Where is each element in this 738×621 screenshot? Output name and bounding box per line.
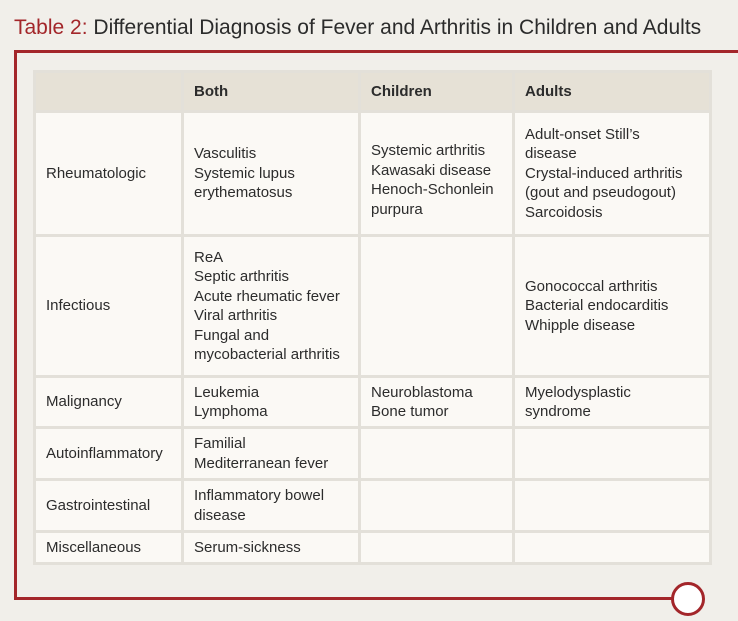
table-row xyxy=(36,378,709,426)
cell-both: Leukemia Lymphoma xyxy=(184,378,358,426)
cell-adults xyxy=(515,481,709,530)
header-children: Children xyxy=(361,73,512,110)
header-both: Both xyxy=(184,73,358,110)
cell-children xyxy=(361,237,512,375)
row-category: Infectious xyxy=(36,237,181,375)
row-category: Rheumatologic xyxy=(36,113,181,234)
frame-end-circle-icon xyxy=(671,582,705,616)
cell-children xyxy=(361,533,512,562)
table-row xyxy=(36,237,709,375)
cell-children: Systemic arthritis Kawasaki disease Henoch-Schonlein purpura xyxy=(361,113,512,234)
table-row xyxy=(36,429,709,478)
cell-adults xyxy=(515,533,709,562)
row-category: Malignancy xyxy=(36,378,181,426)
cell-both: Inflammatory bowel disease xyxy=(184,481,358,530)
table-caption: Differential Diagnosis of Fever and Arthritis in Children and Adults xyxy=(87,16,702,39)
table-number: Table 2: xyxy=(14,16,88,39)
cell-adults: Gonococcal arthritis Bacterial endocarditis Whipple disease xyxy=(515,237,709,375)
header-row xyxy=(36,73,709,110)
table-title xyxy=(14,13,701,43)
cell-children xyxy=(361,429,512,478)
cell-adults: Adult-onset Still’s disease Crystal-induced arthritis (gout and pseudogout) Sarcoidosis xyxy=(515,113,709,234)
frame-bottom-rule xyxy=(14,597,674,600)
row-category: Autoinflammatory xyxy=(36,429,181,478)
cell-both: Serum-sickness xyxy=(184,533,358,562)
cell-both: Vasculitis Systemic lupus erythematosus xyxy=(184,113,358,234)
cell-adults xyxy=(515,429,709,478)
row-category: Miscellaneous xyxy=(36,533,181,562)
cell-children xyxy=(361,481,512,530)
cell-adults: Myelodysplastic syndrome xyxy=(515,378,709,426)
table-row xyxy=(36,533,709,562)
differential-diagnosis-table xyxy=(33,70,712,565)
table-row xyxy=(36,113,709,234)
frame-top-rule xyxy=(14,50,738,53)
cell-both: ReA Septic arthritis Acute rheumatic fever Viral arthritis Fungal and mycobacterial arthritis xyxy=(184,237,358,375)
row-category: Gastrointestinal xyxy=(36,481,181,530)
frame-left-rule xyxy=(14,50,17,600)
table-row xyxy=(36,481,709,530)
header-category xyxy=(36,73,181,110)
cell-children: Neuroblastoma Bone tumor xyxy=(361,378,512,426)
cell-both: Familial Mediterranean fever xyxy=(184,429,358,478)
header-adults: Adults xyxy=(515,73,709,110)
